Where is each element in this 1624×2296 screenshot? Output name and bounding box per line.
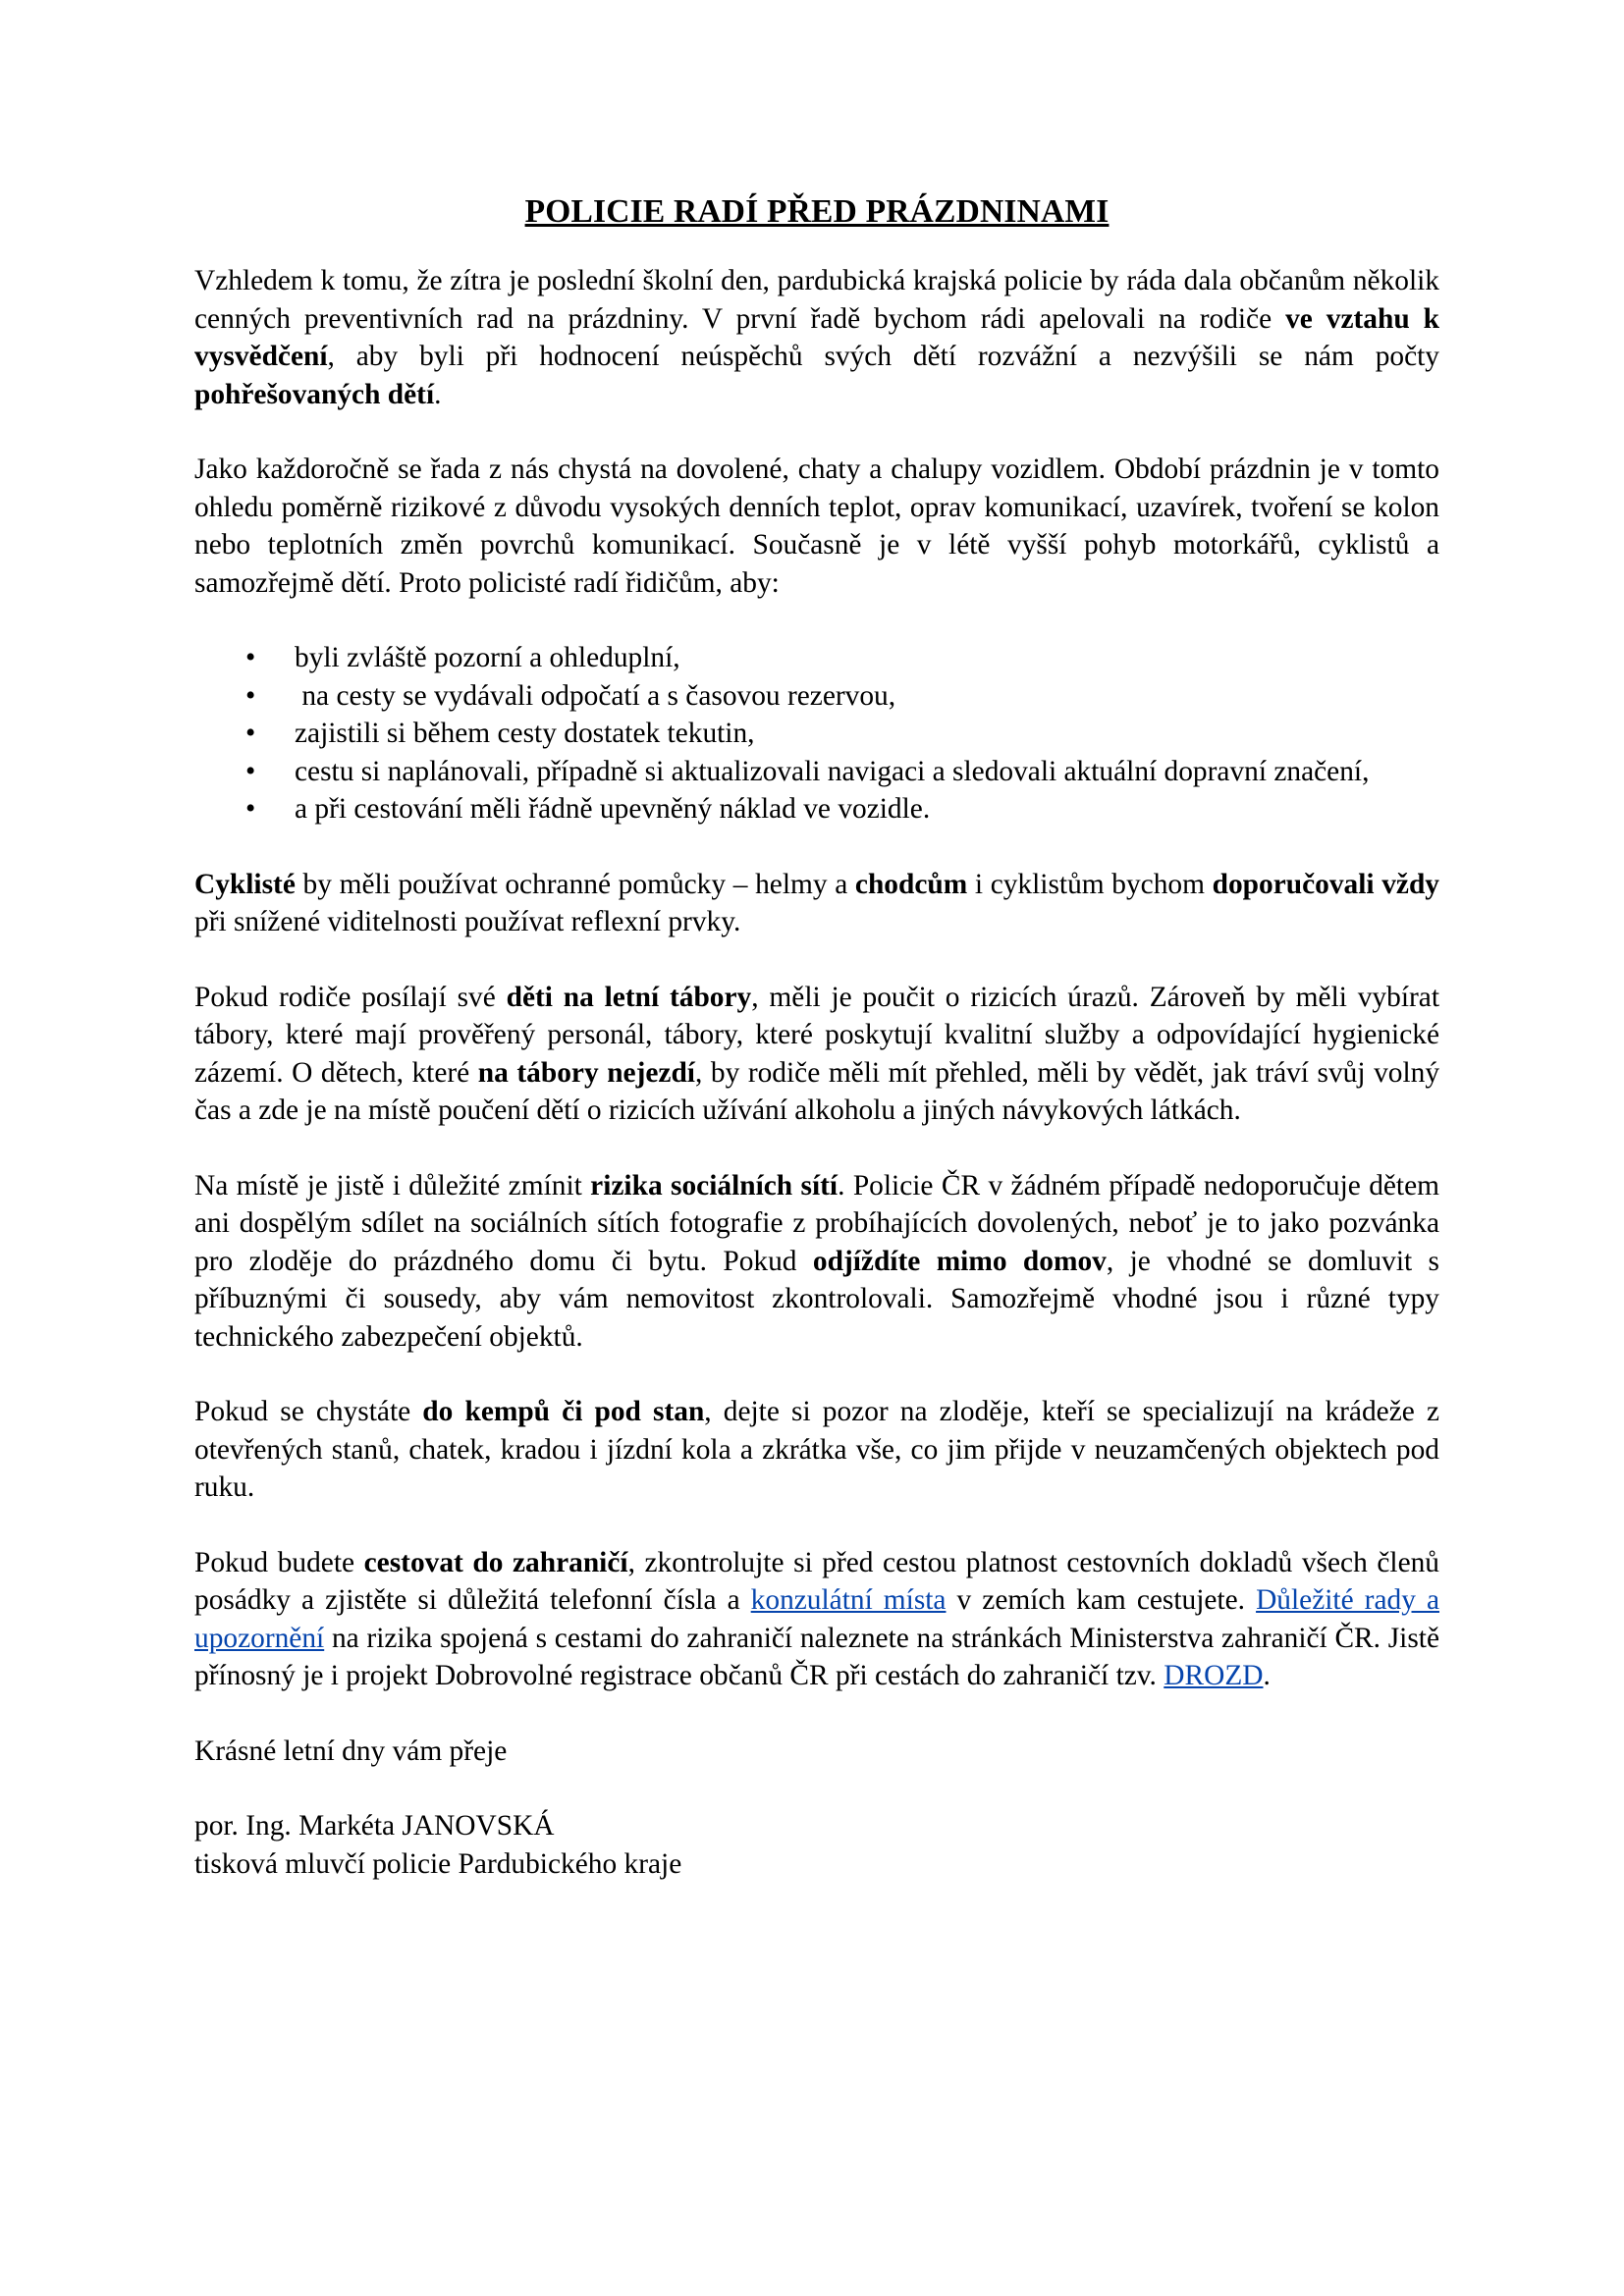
list-item — [194, 753, 1439, 791]
text-span: , zkontrolujte si před cestou platnost cestovních dokladů všech členů posádky a zjistěte si důležitá telefonní čísla a — [194, 1546, 1440, 1616]
list-item — [194, 715, 1439, 753]
signature-block — [194, 1807, 1439, 1883]
bold-span: cestovat do zahraničí — [363, 1546, 628, 1578]
paragraph-abroad — [194, 1544, 1439, 1695]
list-item — [194, 639, 1439, 677]
bold-span: na tábory nejezdí — [477, 1056, 695, 1089]
text-span: Vzhledem k tomu, že zítra je poslední školní den, pardubická krajská policie by ráda dala občanům několik cenných preventivních rad na prázdniny. V první řadě bychom rádi apelovali na rodiče — [194, 265, 1439, 335]
list-item — [194, 790, 1439, 828]
text-span: v zemích kam cestujete. — [946, 1584, 1257, 1616]
list-item-text: zajistili si během cesty dostatek tekutin, — [295, 718, 755, 749]
bullet-icon: • — [245, 718, 256, 749]
bold-span: Cyklisté — [194, 868, 296, 900]
text-span: i cyklistům bychom — [967, 868, 1213, 900]
text-span: Pokud rodiče posílají své — [194, 981, 507, 1013]
advice-list — [194, 639, 1439, 828]
text-span: při snížené viditelnosti používat reflexní prvky. — [194, 906, 741, 937]
text-span: na rizika spojená s cestami do zahraničí naleznete na stránkách Ministerstva zahraničí ČR. Jistě přínosný je i projekt Dobrovolné registrace občanů ČR při cestách do zahraničí tzv. — [194, 1622, 1439, 1691]
bold-span: odjíždíte mimo domov — [812, 1245, 1107, 1277]
text-span: , by rodiče měli mít přehled, měli by vědět, jak tráví svůj volný čas a zde je na místě poučení dětí o rizicích užívání alkoholu a jiných návykových látkách. — [194, 1056, 1440, 1126]
paragraph-social-networks — [194, 1167, 1439, 1357]
signature-role: tisková mluvčí policie Pardubického kraje — [194, 1847, 682, 1880]
list-item-text: a při cestování měli řádně upevněný náklad ve vozidle. — [295, 793, 931, 825]
list-item-text: na cesty se vydávali odpočatí a s časovou rezervou, — [301, 679, 896, 712]
consulate-link[interactable]: konzulátní místa — [750, 1584, 947, 1616]
document-title: POLICIE RADÍ PŘED PRÁZDNINAMI — [524, 193, 1110, 230]
bold-span: chodcům — [854, 868, 968, 900]
paragraph-intro — [194, 262, 1439, 413]
travel-advice-link[interactable]: Důležité rady a upozornění — [194, 1584, 1439, 1654]
bold-span: rizika sociálních sítí — [590, 1169, 839, 1201]
bullet-icon: • — [245, 755, 256, 787]
bold-span: do kempů či pod stan — [422, 1396, 705, 1427]
bold-span: doporučovali vždy — [1212, 868, 1439, 900]
text-span: . — [1263, 1660, 1271, 1691]
text-span: , dejte si pozor na zloděje, kteří se specializují na krádeže z otevřených stanů, chatek, kradou i jízdní kola a zkrátka vše, co jim přijde v neuzamčených objektech pod ruku. — [194, 1396, 1439, 1503]
text-span: Pokud se chystáte — [194, 1396, 423, 1427]
closing-line: Krásné letní dny vám přeje — [194, 1735, 508, 1767]
list-item-text: byli zvláště pozorní a ohleduplní, — [295, 642, 680, 673]
text-span: . — [434, 378, 442, 410]
bold-span: ve vztahu k vysvědčení — [194, 302, 1439, 372]
paragraph-travel: Jako každoročně se řada z nás chystá na dovolené, chaty a chalupy vozidlem. Období prázdnin je v tomto ohledu poměrně rizikové z důvodu vysokých denních teplot, oprav komunikací, uzavírek, tvoření se kolon nebo teplotních změn povrchů komunikací. Současně je v létě vyšší pohyb motorkářů, cyklistů a samozřejmě dětí. Proto policisté radí řidičům, aby: — [194, 454, 1439, 599]
bold-span: pohřešovaných dětí — [194, 378, 435, 410]
text-span: . Policie ČR v žádném případě nedoporučuje dětem ani dospělým sdílet na sociálních sítích fotografie z probíhajících dovolených, neboť je to jako pozvánka pro zloděje do prázdného domu či bytu. Pokud — [194, 1169, 1440, 1277]
list-item — [194, 677, 1439, 716]
drozd-link[interactable]: DROZD — [1164, 1660, 1264, 1691]
paragraph-camps — [194, 979, 1439, 1130]
bullet-icon: • — [245, 793, 256, 825]
bullet-icon: • — [245, 679, 256, 712]
text-span: Na místě je jistě i důležité zmínit — [194, 1169, 591, 1201]
list-item-text: cestu si naplánovali, případně si aktualizovali navigaci a sledovali aktuální dopravní značení, — [295, 755, 1370, 787]
text-span: by měli používat ochranné pomůcky – helmy a — [295, 868, 855, 900]
text-span: , měli je poučit o rizicích úrazů. Zároveň by měli vybírat tábory, které mají prověřený personál, tábory, které poskytují kvalitní služby a odpovídající hygienické zázemí. O dětech, které — [194, 981, 1439, 1089]
paragraph-cyclists — [194, 866, 1439, 941]
text-span: Pokud budete — [194, 1546, 364, 1578]
bullet-icon: • — [245, 642, 256, 673]
text-span: , je vhodné se domluvit s příbuznými či sousedy, aby vám nemovitost zkontrolovali. Samozřejmě vhodné jsou i různé typy technického zabezpečení objektů. — [194, 1245, 1439, 1353]
paragraph-camping — [194, 1393, 1439, 1507]
signature-name: por. Ing. Markéta JANOVSKÁ — [194, 1810, 555, 1842]
text-span: , aby byli při hodnocení neúspěchů svých dětí rozvážní a nezvýšili se nám počty — [327, 341, 1439, 372]
bold-span: děti na letní tábory — [506, 981, 752, 1013]
document-page — [194, 192, 1439, 1883]
